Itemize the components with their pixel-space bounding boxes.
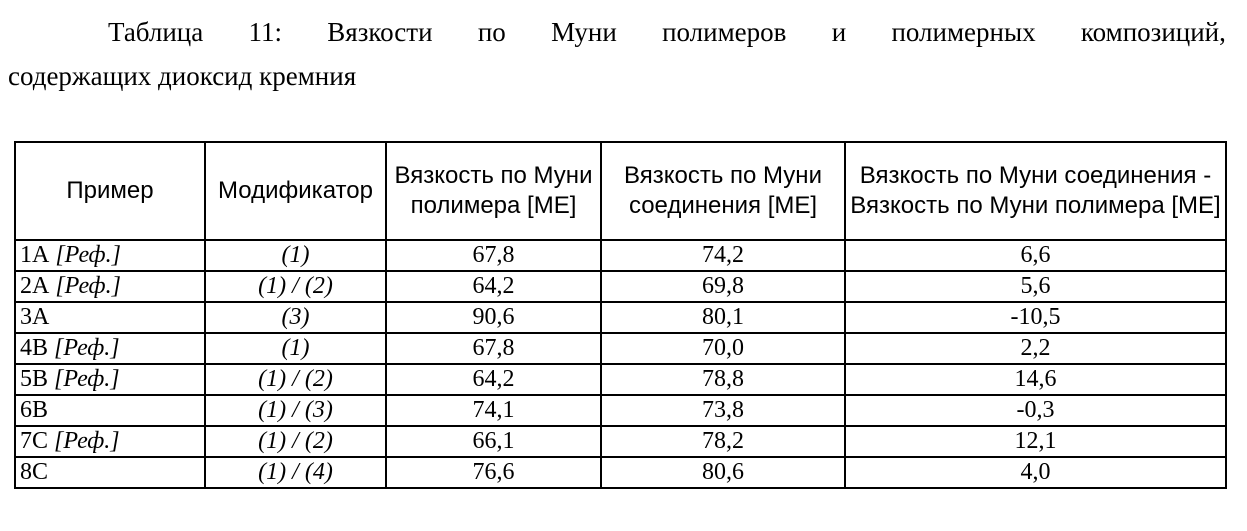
cell-polymer-viscosity: 90,6: [386, 302, 601, 333]
header-example: Пример: [15, 142, 205, 240]
cell-example: [15, 271, 205, 302]
cell-compound-viscosity: 69,8: [601, 271, 845, 302]
cell-modifier: (1) / (2): [205, 271, 386, 302]
cell-compound-viscosity: 78,2: [601, 426, 845, 457]
cell-polymer-viscosity: 67,8: [386, 240, 601, 271]
cell-polymer-viscosity: 64,2: [386, 271, 601, 302]
table-body: [15, 240, 1226, 488]
cell-polymer-viscosity: 76,6: [386, 457, 601, 488]
cell-modifier: (1) / (4): [205, 457, 386, 488]
cell-modifier: (1): [205, 240, 386, 271]
cell-viscosity-difference: 6,6: [845, 240, 1226, 271]
table-row: [15, 333, 1226, 364]
table-row: [15, 302, 1226, 333]
cell-polymer-viscosity: 67,8: [386, 333, 601, 364]
table-row: [15, 364, 1226, 395]
cell-viscosity-difference: -10,5: [845, 302, 1226, 333]
header-viscosity-difference: Вязкость по Муни соединения - Вязкость по Муни полимера [МЕ]: [845, 142, 1226, 240]
table-row: [15, 395, 1226, 426]
cell-modifier: (1) / (2): [205, 364, 386, 395]
caption-word: и: [831, 17, 847, 47]
caption-line-2: содержащих диоксид кремния: [8, 61, 357, 91]
table-row: [15, 426, 1226, 457]
cell-compound-viscosity: 80,6: [601, 457, 845, 488]
header-compound-viscosity: Вязкость по Муни соединения [МЕ]: [601, 142, 845, 240]
caption-word: полимеров: [662, 17, 787, 47]
cell-polymer-viscosity: 66,1: [386, 426, 601, 457]
example-id: 4В: [20, 335, 49, 361]
table-caption: [8, 10, 1226, 98]
example-id: 6В: [20, 397, 49, 423]
caption-word: Таблица: [108, 17, 204, 47]
caption-line-1: [8, 10, 1226, 54]
reference-note: [Реф.]: [54, 428, 120, 454]
cell-polymer-viscosity: 64,2: [386, 364, 601, 395]
cell-viscosity-difference: 4,0: [845, 457, 1226, 488]
mooney-viscosity-table: [14, 141, 1227, 489]
reference-note: [Реф.]: [55, 242, 121, 268]
table-row: [15, 457, 1226, 488]
table-header-row: [15, 142, 1226, 240]
caption-word: по: [477, 17, 506, 47]
cell-example: [15, 333, 205, 364]
cell-modifier: (3): [205, 302, 386, 333]
cell-viscosity-difference: 12,1: [845, 426, 1226, 457]
cell-example: [15, 240, 205, 271]
cell-modifier: (1): [205, 333, 386, 364]
cell-modifier: (1) / (3): [205, 395, 386, 426]
cell-compound-viscosity: 80,1: [601, 302, 845, 333]
cell-compound-viscosity: 70,0: [601, 333, 845, 364]
caption-word: композиций,: [1080, 17, 1226, 47]
cell-example: [15, 364, 205, 395]
table-row: [15, 240, 1226, 271]
cell-polymer-viscosity: 74,1: [386, 395, 601, 426]
example-id: 8С: [20, 459, 49, 485]
reference-note: [Реф.]: [55, 273, 121, 299]
cell-example: [15, 302, 205, 333]
cell-compound-viscosity: 73,8: [601, 395, 845, 426]
caption-word: 11:: [248, 17, 283, 47]
caption-word: полимерных: [891, 17, 1036, 47]
caption-word: Муни: [551, 17, 617, 47]
reference-note: [Реф.]: [54, 366, 120, 392]
cell-example: [15, 426, 205, 457]
cell-compound-viscosity: 74,2: [601, 240, 845, 271]
example-id: 1А: [20, 242, 50, 268]
cell-viscosity-difference: 5,6: [845, 271, 1226, 302]
table-row: [15, 271, 1226, 302]
cell-viscosity-difference: -0,3: [845, 395, 1226, 426]
example-id: 5В: [20, 366, 49, 392]
header-polymer-viscosity: Вязкость по Муни полимера [МЕ]: [386, 142, 601, 240]
header-modifier: Модификатор: [205, 142, 386, 240]
example-id: 7С: [20, 428, 49, 454]
caption-word: Вязкости: [327, 17, 433, 47]
cell-example: [15, 457, 205, 488]
cell-example: [15, 395, 205, 426]
cell-viscosity-difference: 2,2: [845, 333, 1226, 364]
cell-viscosity-difference: 14,6: [845, 364, 1226, 395]
example-id: 2А: [20, 273, 50, 299]
reference-note: [Реф.]: [54, 335, 120, 361]
cell-compound-viscosity: 78,8: [601, 364, 845, 395]
example-id: 3А: [20, 304, 50, 330]
cell-modifier: (1) / (2): [205, 426, 386, 457]
